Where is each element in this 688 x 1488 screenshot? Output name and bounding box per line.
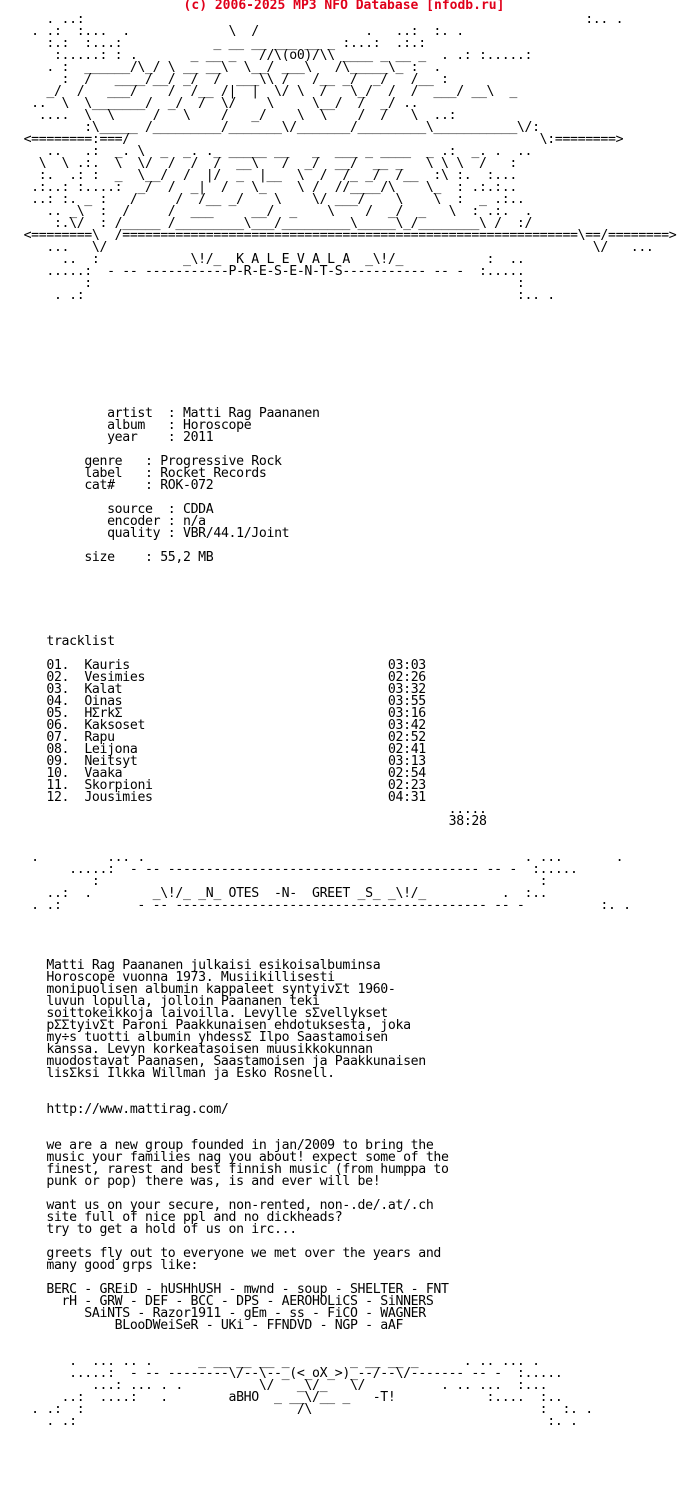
size-row: size : 55,2 MB xyxy=(84,550,214,565)
notes-line: BERC - GREiD - hUSHhUSH - mwnd - soup - SHELTER - FNT xyxy=(46,1282,449,1297)
footer-ascii-art: . ... .. . _ __ __ __ _ _ __ __ _ . .. ... . .....: - -- --------\/--\--_(<_oX_>)_--/--\/------- -- - :..... ...: ... . . \/ _\/_ \/ . .. ... :... ..: ....: . aBHO _ __\/__ _ -T! :.... :.. . .: : /\ : :. . . .: :. . xyxy=(31,1354,593,1429)
source-value: CDDA xyxy=(182,502,214,517)
track-number: 11. xyxy=(46,778,70,793)
notes-line: kanssa. Levyn korkeatasoisen muusikkokunnan xyxy=(46,1042,373,1057)
notes-line: many good grps like: xyxy=(46,1258,199,1273)
notes-line: we are a new group founded in jan/2009 to bring the xyxy=(46,1138,434,1153)
track-number: 10. xyxy=(46,766,70,781)
notes-line: finest, rarest and best finnish music (from humppa to xyxy=(46,1162,449,1177)
notes-line: want us on your secure, non-rented, non-.de/.at/.ch xyxy=(46,1198,434,1213)
notes-line: lisΣksi Ilkka Willman ja Esko Rosnell. xyxy=(46,1066,335,1081)
track-time: 02:54 xyxy=(387,766,426,781)
notes-line: Matti Rag Paananen julkaisi esikoisalbuminsa xyxy=(46,958,381,973)
notes-line: music your families nag you about! expect some of the xyxy=(46,1150,449,1165)
track-number: 09. xyxy=(46,754,70,769)
genre-value: Progressive Rock xyxy=(160,454,282,469)
notes-line: BLooDWeiSeR - UKi - FFNDVD - NGP - aAF xyxy=(46,1318,404,1333)
artist-value: Matti Rag Paananen xyxy=(182,406,320,421)
artist-row: artist : Matti Rag Paananen xyxy=(107,406,320,421)
quality-value: VBR/44.1/Joint xyxy=(183,526,290,541)
notes-line: rH - GRW - DEF - BCC - DPS - AEROHOLiCS - SiNNERS xyxy=(46,1294,434,1309)
logo-ascii-art: . ..: :.. . . .: :... . \ / . ..: :. . :.: :...: _ __ __ ___ __ _ :...: .:.: :.....: : . _ __ _ //\(o0)/\\ ____ _ __ _ . .: :.....: . : ______/\_/ \ __ __\ \__/ ___\ /\_____\_ : . : / ____/__/ _/ / ___\\ / /__ _/ _/ /__ : _/ / ___/ / /__ /| | \/ \ / \_/ / / ___/ __\ _ .. \ \_______/ _/ / \/ \ \__/ / _/ .. .... \ \ / \ / _/ \ \ / / \ ..: :\_____ /_________/_______\/_______/_________\___________\/: <========:===/ \:========> .. .: _. \ _ _. ._ _____ __ _ ___ _ ____ _ .: _. . .. \ \ .:. \ \/ / / / __\ / _/ __/ __ _ \ \ \ / : :. .: : _ \__/ / |/ _ |__ \ / /_ _/ /__ :\ :. :... .:..: :....: _/ / _| / \_ \ / //____/\ \_ : .:.:.. ..: :. _ : / / /__ _/ \ \/ ___/ \ \ : _ .:.. .. _\ : / / ___ __/ _ \ / _/ _ \ : .:. . :.\/ : /_____ /_________\___/_________\_____\_/________\ / :/ <========\ /============================================================\==/========> ... \/ \/ ... .. : _\!/_ K A L E V A L A _\!/_ : .. .....: - -- -----------P-R-E-S-E-N-T-S----------- -- - :..... : : . .: :.. . xyxy=(23,12,677,303)
site-header: (c) 2006-2025 MP3 NFO Database [nfodb.ru] xyxy=(183,0,505,13)
genre-row: genre : Progressive Rock xyxy=(84,454,282,469)
track-number: 01. xyxy=(46,658,70,673)
label-row: label : Rocket Records xyxy=(84,466,267,481)
track-time: 04:31 xyxy=(387,790,426,805)
track-number: 12. xyxy=(46,790,70,805)
track-title: HΣrkΣ xyxy=(84,706,123,721)
notes-line: try to get a hold of us on irc... xyxy=(46,1222,297,1237)
notes-line: soittokeikkoja laivoilla. Levylle sΣvellykset xyxy=(46,1006,388,1021)
track-title: Kalat xyxy=(84,682,123,697)
track-title: Vaaka xyxy=(84,766,123,781)
notes-line xyxy=(16,1080,449,1092)
track-title: Jousimies xyxy=(84,790,153,805)
track-rows xyxy=(16,660,487,804)
source-row: source : CDDA xyxy=(107,502,214,517)
track-time: 03:03 xyxy=(387,658,426,673)
track-number: 03. xyxy=(46,682,70,697)
release-info xyxy=(16,408,320,564)
track-title: Kaksoset xyxy=(84,718,146,733)
track-time: 02:52 xyxy=(387,730,426,745)
label-value: Rocket Records xyxy=(160,466,267,481)
year-value: 2011 xyxy=(182,430,214,445)
track-title: Leijona xyxy=(84,742,138,757)
track-number: 07. xyxy=(46,730,70,745)
track-number: 02. xyxy=(46,670,70,685)
track-number: 08. xyxy=(46,742,70,757)
track-time: 02:23 xyxy=(387,778,426,793)
tracklist xyxy=(16,636,487,828)
track-title: Kauris xyxy=(84,658,130,673)
cat-value: ROK-072 xyxy=(160,478,214,493)
total-separator: ..... xyxy=(448,802,487,817)
track-time: 03:16 xyxy=(387,706,426,721)
notes-line: monipuolisen albumin kappaleet syntyivΣt 1960- xyxy=(46,982,396,997)
track-title: Rapu xyxy=(84,730,115,745)
track-time: 02:41 xyxy=(387,742,426,757)
track-title: Oinas xyxy=(84,694,123,709)
track-time: 03:42 xyxy=(387,718,426,733)
track-title: Vesimies xyxy=(84,670,146,685)
notes-line: SAiNTS - Razor1911 - gEm - ss - FiCO - WAGNER xyxy=(46,1306,426,1321)
track-number: 04. xyxy=(46,694,70,709)
year-row: year : 2011 xyxy=(107,430,214,445)
notes-line: luvun lopulla, jolloin Paananen teki xyxy=(46,994,320,1009)
notes-line: my÷s tuotti albumin yhdessΣ Ilpo Saastamoisen xyxy=(46,1030,388,1045)
notes-text xyxy=(16,960,449,1332)
encoder-value: n/a xyxy=(183,514,206,529)
total-time: 38:28 xyxy=(448,814,487,829)
track-time: 03:13 xyxy=(387,754,426,769)
notes-line: greets fly out to everyone we met over the years and xyxy=(46,1246,442,1261)
notes-line: Horoscope vuonna 1973. Musiikillisesti xyxy=(46,970,335,985)
album-row: album : Horoscope xyxy=(107,418,252,433)
track-number: 05. xyxy=(46,706,70,721)
notes-banner: . ... . . ... . .....: - -- ----------------------------------------- -- - :..... : : ..: . _\!/_ _N_ OTES -N- GREET _S_ _\!/_ . :.. . .: - -- ----------------------------------------- -- - :. . xyxy=(31,850,631,913)
track-time: 02:26 xyxy=(387,670,426,685)
track-title: Skorpioni xyxy=(84,778,153,793)
notes-line: pΣΣtyivΣt Paroni Paakkunaisen ehdotuksesta, joka xyxy=(46,1018,411,1033)
quality-row: quality : VBR/44.1/Joint xyxy=(107,526,290,541)
notes-line: muodostavat Paanasen, Saastamoisen ja Paakkunaisen xyxy=(46,1054,426,1069)
encoder-row: encoder : n/a xyxy=(107,514,206,529)
size-value: 55,2 MB xyxy=(160,550,214,565)
total-time-row xyxy=(16,816,487,828)
album-value: Horoscope xyxy=(182,418,252,433)
homepage-link[interactable]: http://www.mattirag.com/ xyxy=(46,1102,229,1117)
cat-row: cat# : ROK-072 xyxy=(84,478,214,493)
track-title: Neitsyt xyxy=(84,754,138,769)
notes-line: site full of nice ppl and no dickheads? xyxy=(46,1210,343,1225)
tracklist-heading: tracklist xyxy=(46,634,115,649)
track-number: 06. xyxy=(46,718,70,733)
notes-line: punk or pop) there was, is and ever will be! xyxy=(46,1174,381,1189)
track-time: 03:55 xyxy=(387,694,426,709)
track-time: 03:32 xyxy=(387,682,426,697)
notes-line xyxy=(16,1116,449,1128)
